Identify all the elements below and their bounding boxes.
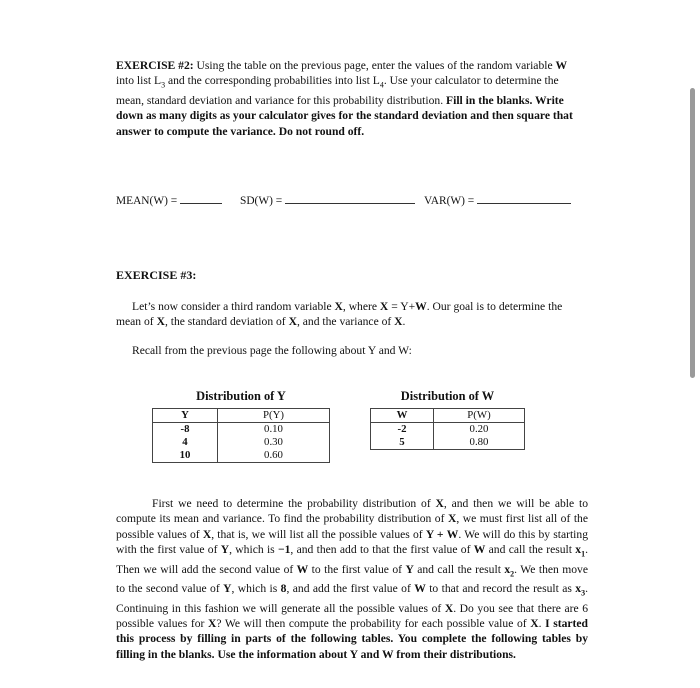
table-row	[371, 436, 525, 450]
y-probability: 0.10	[264, 423, 283, 435]
recall-sentence: Recall from the previous page the following about Y and W:	[132, 344, 412, 357]
var-blank-line[interactable]	[477, 193, 571, 204]
table-header-row	[371, 409, 525, 423]
y-probability: 0.30	[264, 436, 283, 448]
column-header-py: P(Y)	[218, 409, 330, 423]
table-row	[153, 423, 330, 437]
distribution-y-title: Distribution of Y	[196, 389, 286, 403]
w-probability: 0.20	[469, 423, 489, 435]
w-probability: 0.80	[469, 436, 489, 448]
exercise-3-intro: Let’s now consider a third random variable X, where X = Y+W. Our goal is to determine the mean of X, the standard deviation of X, and the variance of X.	[116, 300, 563, 329]
column-header-pw: P(W)	[434, 409, 525, 423]
table-row	[153, 436, 330, 449]
sd-blank-line[interactable]	[285, 193, 415, 204]
y-value: -8	[153, 423, 218, 437]
mean-blank-line[interactable]	[180, 193, 222, 204]
distribution-w-title: Distribution of W	[400, 389, 495, 403]
table-row	[153, 449, 330, 463]
sd-blank[interactable]: SD(W) =	[240, 193, 415, 207]
y-value: 10	[153, 449, 218, 463]
distribution-y-table	[152, 408, 330, 463]
table-header-row	[153, 409, 330, 423]
column-header-y: Y	[153, 409, 218, 423]
y-probability: 0.60	[264, 449, 283, 461]
w-value: 5	[371, 436, 434, 450]
column-header-w: W	[371, 409, 434, 423]
exercise-3-heading: EXERCISE #3:	[116, 268, 197, 282]
scrollbar[interactable]	[690, 88, 695, 378]
table-row	[371, 423, 525, 437]
var-blank[interactable]: VAR(W) =	[424, 193, 571, 207]
body-paragraph: First we need to determine the probability distribution of X, and then we will be able to compute its mean and variance. To find the probability distribution of X, we must first list all of the possible values of X, that is, we will list all the possible values of Y + W. We will do this by starting with the first value of Y, which is −1, and then add to that the first value of W and call the result $x_1$. Then we will add the second value of W to the first value of Y and call the result $x_2$. We then move to the second value of Y, which is 8, and add the first value of W to that and record the result as $x_3$. Continuing in this fashion we will generate all the possible values of X. Do you see that there are 6 possible values for X? We will then compute the probability for each possible value of X. I started this process by filling in parts of the following tables. You complete the following tables by filling in the blanks. Use the information about Y and W from their distributions.	[116, 497, 588, 661]
w-value: -2	[371, 423, 434, 437]
body-instructions: I started this process by filling in parts of the following tables. You complete the following tables by filling in the blanks. Use the information about Y and W from their distributions.	[116, 617, 588, 661]
exercise-2-paragraph: EXERCISE #2: Using the table on the previous page, enter the values of the random variable W into list $L_3$ and the corresponding probabilities into list $L_4$. Use your calculator to determine the mean, standard deviation and variance for this probability distribution. Fill in the blanks. Write down as many digits as your calculator gives for the standard deviation and then square that answer to compute the variance. Do not round off.	[116, 59, 573, 138]
mean-blank[interactable]: MEAN(W) =	[116, 193, 222, 207]
exercise-2-instructions: Fill in the blanks. Write down as many digits as your calculator gives for the standard deviation and then square that answer to compute the variance. Do not round off.	[116, 93, 573, 138]
distribution-w-table	[370, 408, 525, 450]
exercise-2-label: EXERCISE #2:	[116, 59, 194, 72]
y-value: 4	[153, 436, 218, 449]
